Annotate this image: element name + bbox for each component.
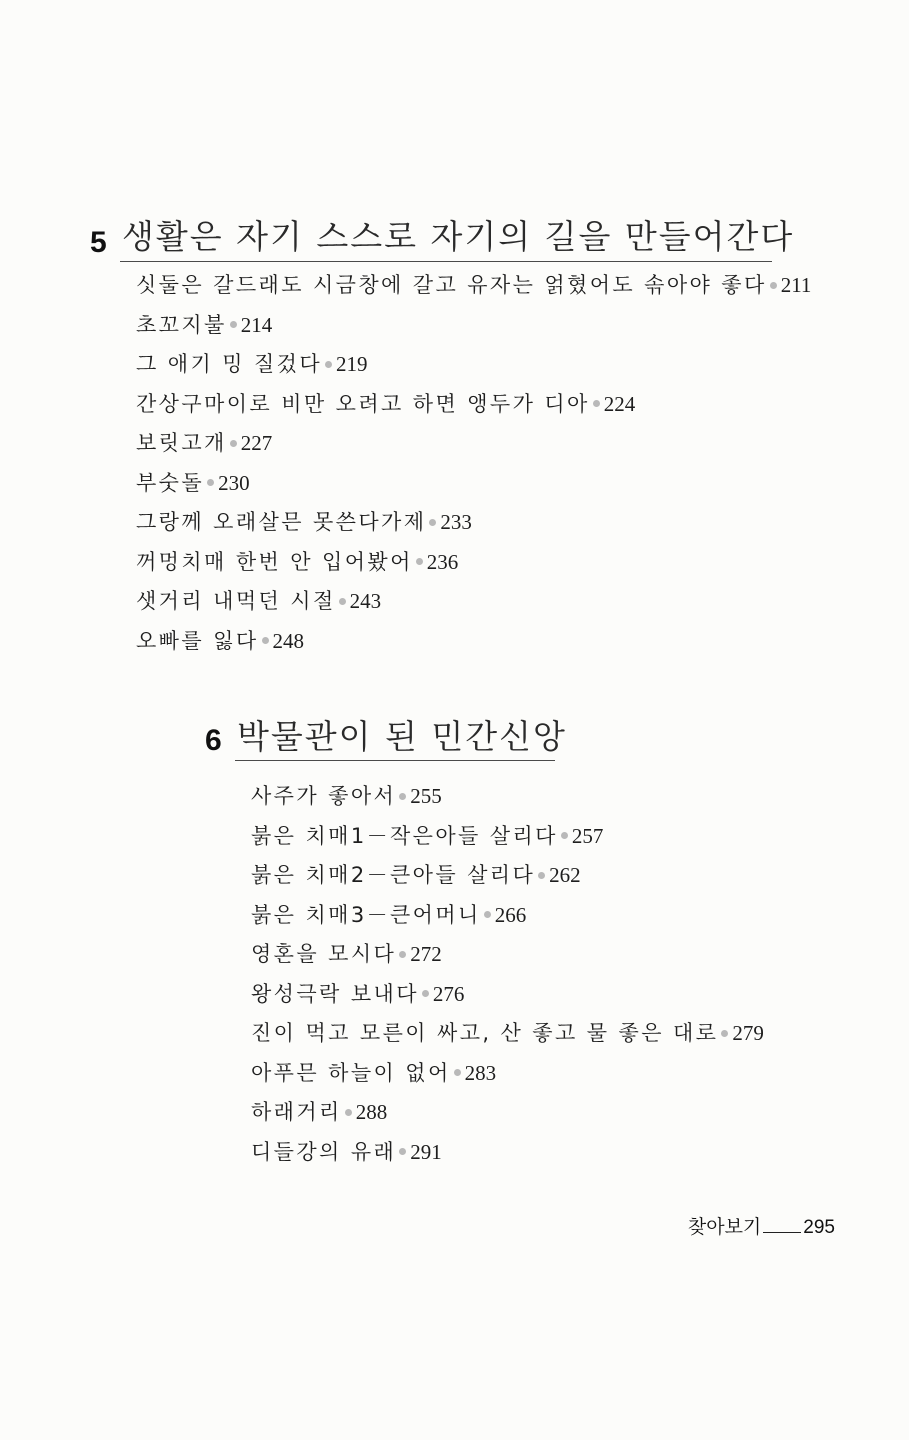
toc-section-5 [90, 216, 812, 653]
entry-title: 진이 먹고 모른이 싸고, 산 좋고 물 좋은 대로 [251, 1021, 719, 1045]
entry-page: 262 [549, 863, 581, 887]
bullet-dot-icon [399, 793, 406, 800]
section-header [90, 216, 810, 272]
entry-page: 272 [410, 942, 442, 966]
entry-title: 붉은 치매2－큰아들 살리다 [251, 863, 536, 887]
bullet-dot-icon [593, 400, 600, 407]
entry-page: 233 [440, 510, 472, 534]
bullet-dot-icon [422, 990, 429, 997]
toc-entry[interactable] [251, 817, 764, 857]
title-underline [235, 760, 555, 761]
entry-title: 왕성극락 보내다 [251, 981, 419, 1006]
toc-entry[interactable] [136, 345, 811, 385]
entry-page: 255 [410, 784, 442, 808]
section-title: 박물관이 된 민간신앙 [237, 717, 567, 756]
entry-title: 하래거리 [251, 1100, 342, 1124]
section-number: 5 [90, 226, 107, 259]
bullet-dot-icon [429, 519, 436, 526]
entry-title: 싯둘은 갈드래도 시금창에 갈고 유자는 얽혔어도 솎아야 좋다 [136, 273, 767, 297]
entry-title: 샛거리 내먹던 시절 [136, 589, 336, 613]
toc-section-6 [205, 716, 825, 1164]
entry-title: 그랑께 오래살믄 못쓴다가제 [136, 510, 427, 534]
entry-page: 266 [494, 902, 527, 927]
entry-page: 211 [780, 273, 812, 297]
entry-title: 영혼을 모시다 [251, 942, 397, 966]
entry-title: 그 애기 밍 질겄다 [136, 352, 323, 376]
bullet-dot-icon [538, 872, 545, 879]
bullet-dot-icon [325, 361, 332, 368]
bullet-dot-icon [207, 479, 214, 486]
entry-title: 사주가 좋아서 [251, 784, 397, 808]
bullet-dot-icon [230, 440, 237, 447]
title-underline [120, 261, 772, 262]
entry-title: 보릿고개 [136, 431, 227, 455]
entry-page: 224 [603, 391, 636, 416]
bullet-dot-icon [399, 1148, 406, 1155]
bullet-dot-icon [416, 558, 423, 565]
toc-entry[interactable] [136, 266, 811, 306]
entry-page: 227 [240, 431, 273, 455]
entry-page: 288 [355, 1100, 388, 1124]
page-number: 295 [803, 1217, 835, 1238]
toc-entry[interactable] [136, 424, 811, 464]
section-header [205, 716, 825, 772]
entry-page: 248 [272, 628, 305, 653]
entry-page: 243 [349, 589, 382, 613]
section-number: 6 [205, 724, 222, 757]
toc-entry[interactable] [136, 543, 811, 583]
footer-label: 찾아보기 [687, 1217, 762, 1238]
entry-page: 276 [432, 981, 465, 1006]
entry-page: 291 [410, 1139, 442, 1164]
bullet-dot-icon [399, 951, 406, 958]
toc-entry[interactable] [136, 622, 811, 662]
toc-entry[interactable] [251, 1093, 764, 1133]
entry-page: 236 [426, 549, 459, 574]
entry-title: 간상구마이로 비만 오려고 하면 앵두가 디아 [136, 391, 590, 416]
toc-entry[interactable] [251, 975, 764, 1015]
toc-entry[interactable] [251, 1054, 764, 1094]
entry-title: 꺼멍치매 한번 안 입어봤어 [136, 549, 413, 574]
section-title: 생활은 자기 스스로 자기의 길을 만들어간다 [122, 217, 795, 256]
toc-entry[interactable] [136, 464, 811, 504]
toc-entry[interactable] [251, 935, 764, 975]
toc-entry[interactable] [136, 503, 811, 543]
page-footer [688, 1216, 835, 1240]
entry-title: 오빠를 잃다 [136, 628, 259, 653]
entry-page: 283 [464, 1060, 497, 1085]
entry-title: 디들강의 유래 [251, 1139, 397, 1164]
toc-entry[interactable] [136, 306, 811, 346]
entry-list [251, 777, 764, 1172]
entry-page: 230 [218, 470, 250, 495]
entry-title: 아푸믄 하늘이 없어 [251, 1060, 451, 1085]
bullet-dot-icon [770, 282, 777, 289]
toc-entry[interactable] [136, 385, 811, 425]
entry-page: 279 [732, 1021, 764, 1045]
entry-title: 붉은 치매3－큰어머니 [251, 902, 481, 927]
entry-title: 붉은 치매1－작은아들 살리다 [251, 823, 558, 848]
bullet-dot-icon [345, 1109, 352, 1116]
bullet-dot-icon [339, 598, 346, 605]
entry-title: 부숫돌 [136, 470, 205, 495]
bullet-dot-icon [484, 911, 491, 918]
bullet-dot-icon [561, 832, 568, 839]
bullet-dot-icon [721, 1030, 728, 1037]
bullet-dot-icon [230, 321, 237, 328]
toc-entry[interactable] [136, 582, 811, 622]
entry-page: 257 [571, 823, 604, 848]
toc-entry[interactable] [251, 1014, 764, 1054]
entry-list [136, 266, 811, 661]
toc-entry[interactable] [251, 896, 764, 936]
footer-rule [763, 1232, 801, 1233]
entry-page: 219 [336, 352, 368, 376]
entry-page: 214 [240, 312, 273, 337]
entry-title: 초꼬지불 [136, 312, 227, 337]
toc-entry[interactable] [251, 1133, 764, 1173]
toc-entry[interactable] [251, 856, 764, 896]
bullet-dot-icon [262, 637, 269, 644]
bullet-dot-icon [454, 1069, 461, 1076]
toc-entry[interactable] [251, 777, 764, 817]
